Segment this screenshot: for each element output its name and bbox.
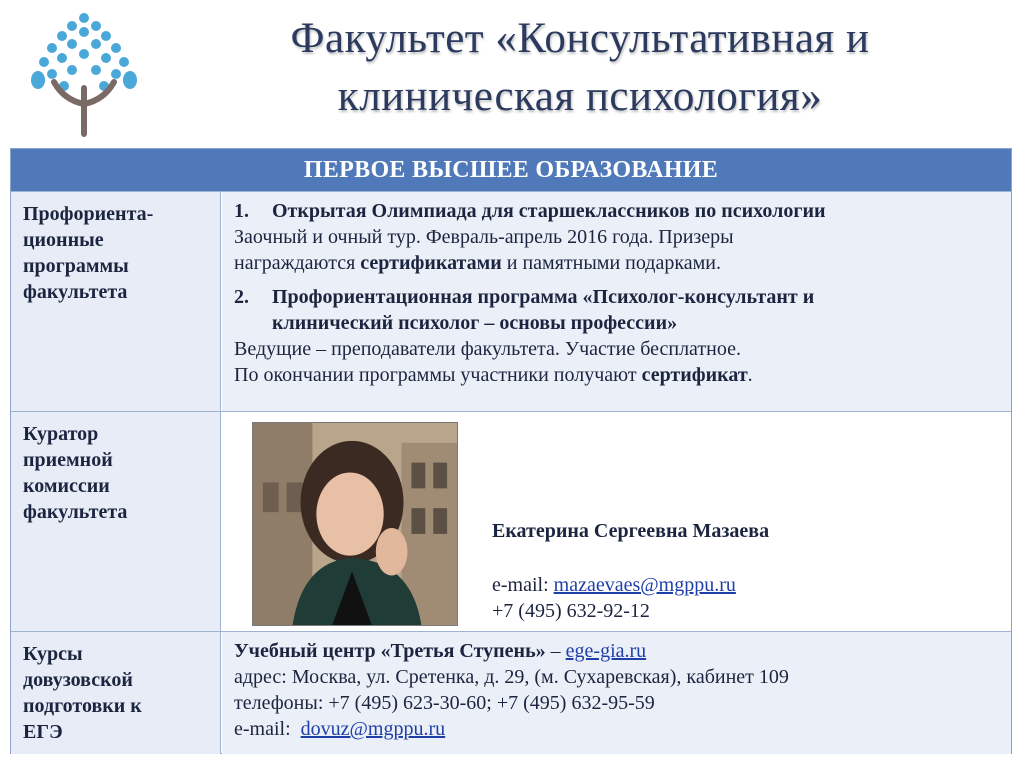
center-address: адрес: Москва, ул. Сретенка, д. 29, (м. Сухаревская), кабинет 109 bbox=[234, 666, 789, 688]
item-title-text: Профориентационная программа «Психолог-консультант и bbox=[272, 286, 815, 308]
curator-phone: +7 (495) 632-92-12 bbox=[492, 600, 650, 622]
center-email-link[interactable]: dovuz@mgppu.ru bbox=[300, 718, 446, 740]
center-dash: – bbox=[550, 640, 561, 662]
desc-text: . bbox=[747, 364, 753, 386]
info-table bbox=[10, 148, 1012, 754]
center-line bbox=[234, 638, 999, 664]
row-label-courses bbox=[11, 632, 221, 754]
email-label: e-mail: bbox=[492, 574, 549, 596]
desc-text: По окончании программы участники получают bbox=[234, 364, 637, 386]
item-title-text: Открытая Олимпиада для старшеклассников по психологии bbox=[272, 200, 826, 222]
desc-bold: сертификат bbox=[641, 364, 748, 386]
label-line: Курсы bbox=[23, 643, 83, 665]
table-header: ПЕРВОЕ ВЫСШЕЕ ОБРАЗОВАНИЕ bbox=[11, 149, 1011, 191]
email-label: e-mail: bbox=[234, 718, 291, 740]
label-line: программы bbox=[23, 255, 129, 277]
label-line: ционные bbox=[23, 229, 104, 251]
label-line: Профориента- bbox=[23, 203, 154, 225]
title-line-2: клиническая психология» bbox=[337, 73, 823, 120]
curator-info bbox=[492, 518, 769, 624]
desc-text: награждаются bbox=[234, 252, 356, 274]
table-row-curator bbox=[11, 411, 1011, 632]
curator-name: Екатерина Сергеевна Мазаева bbox=[492, 520, 770, 542]
label-line: факультета bbox=[23, 501, 128, 523]
label-line: приемной bbox=[23, 449, 113, 471]
center-name: Учебный центр «Третья Ступень» bbox=[234, 640, 546, 662]
label-line: факультета bbox=[23, 281, 128, 303]
table-row-courses bbox=[11, 631, 1011, 754]
olympiad-title bbox=[234, 198, 999, 224]
row-label-curator bbox=[11, 412, 221, 632]
olympiad-desc-2 bbox=[234, 250, 999, 276]
row-content-programs bbox=[222, 192, 1011, 412]
program-desc-1: Ведущие – преподаватели факультета. Участие бесплатное. bbox=[234, 338, 741, 360]
item-number: 1. bbox=[234, 200, 249, 222]
curator-email-link[interactable]: mazaevaes@mgppu.ru bbox=[553, 574, 736, 596]
row-label-programs bbox=[11, 192, 221, 412]
program-title-2: клинический психолог – основы профессии» bbox=[272, 312, 678, 334]
desc-text: и памятными подарками. bbox=[506, 252, 721, 274]
center-website-link[interactable]: ege-gia.ru bbox=[565, 640, 647, 662]
label-line: комиссии bbox=[23, 475, 110, 497]
curator-email-line bbox=[492, 572, 769, 598]
label-line: довузовской bbox=[23, 669, 133, 691]
label-line: подготовки к bbox=[23, 695, 142, 717]
center-phones: телефоны: +7 (495) 623-30-60; +7 (495) 632-95-59 bbox=[234, 692, 655, 714]
row-content-curator bbox=[222, 412, 1011, 632]
olympiad-desc-1: Заочный и очный тур. Февраль-апрель 2016 года. Призеры bbox=[234, 226, 734, 248]
program-title bbox=[234, 284, 999, 310]
table-row-programs bbox=[11, 191, 1011, 412]
label-line: ЕГЭ bbox=[23, 721, 63, 743]
item-number: 2. bbox=[234, 286, 249, 308]
page-title bbox=[150, 10, 1010, 126]
desc-bold: сертификатами bbox=[360, 252, 502, 274]
center-email-line bbox=[234, 716, 999, 742]
curator-portrait-icon bbox=[252, 422, 458, 626]
row-content-courses bbox=[222, 632, 1011, 754]
program-desc-2 bbox=[234, 362, 999, 388]
title-line-1: Факультет «Консультативная и bbox=[290, 15, 870, 62]
label-line: Куратор bbox=[23, 423, 99, 445]
tree-logo-icon bbox=[24, 8, 144, 138]
